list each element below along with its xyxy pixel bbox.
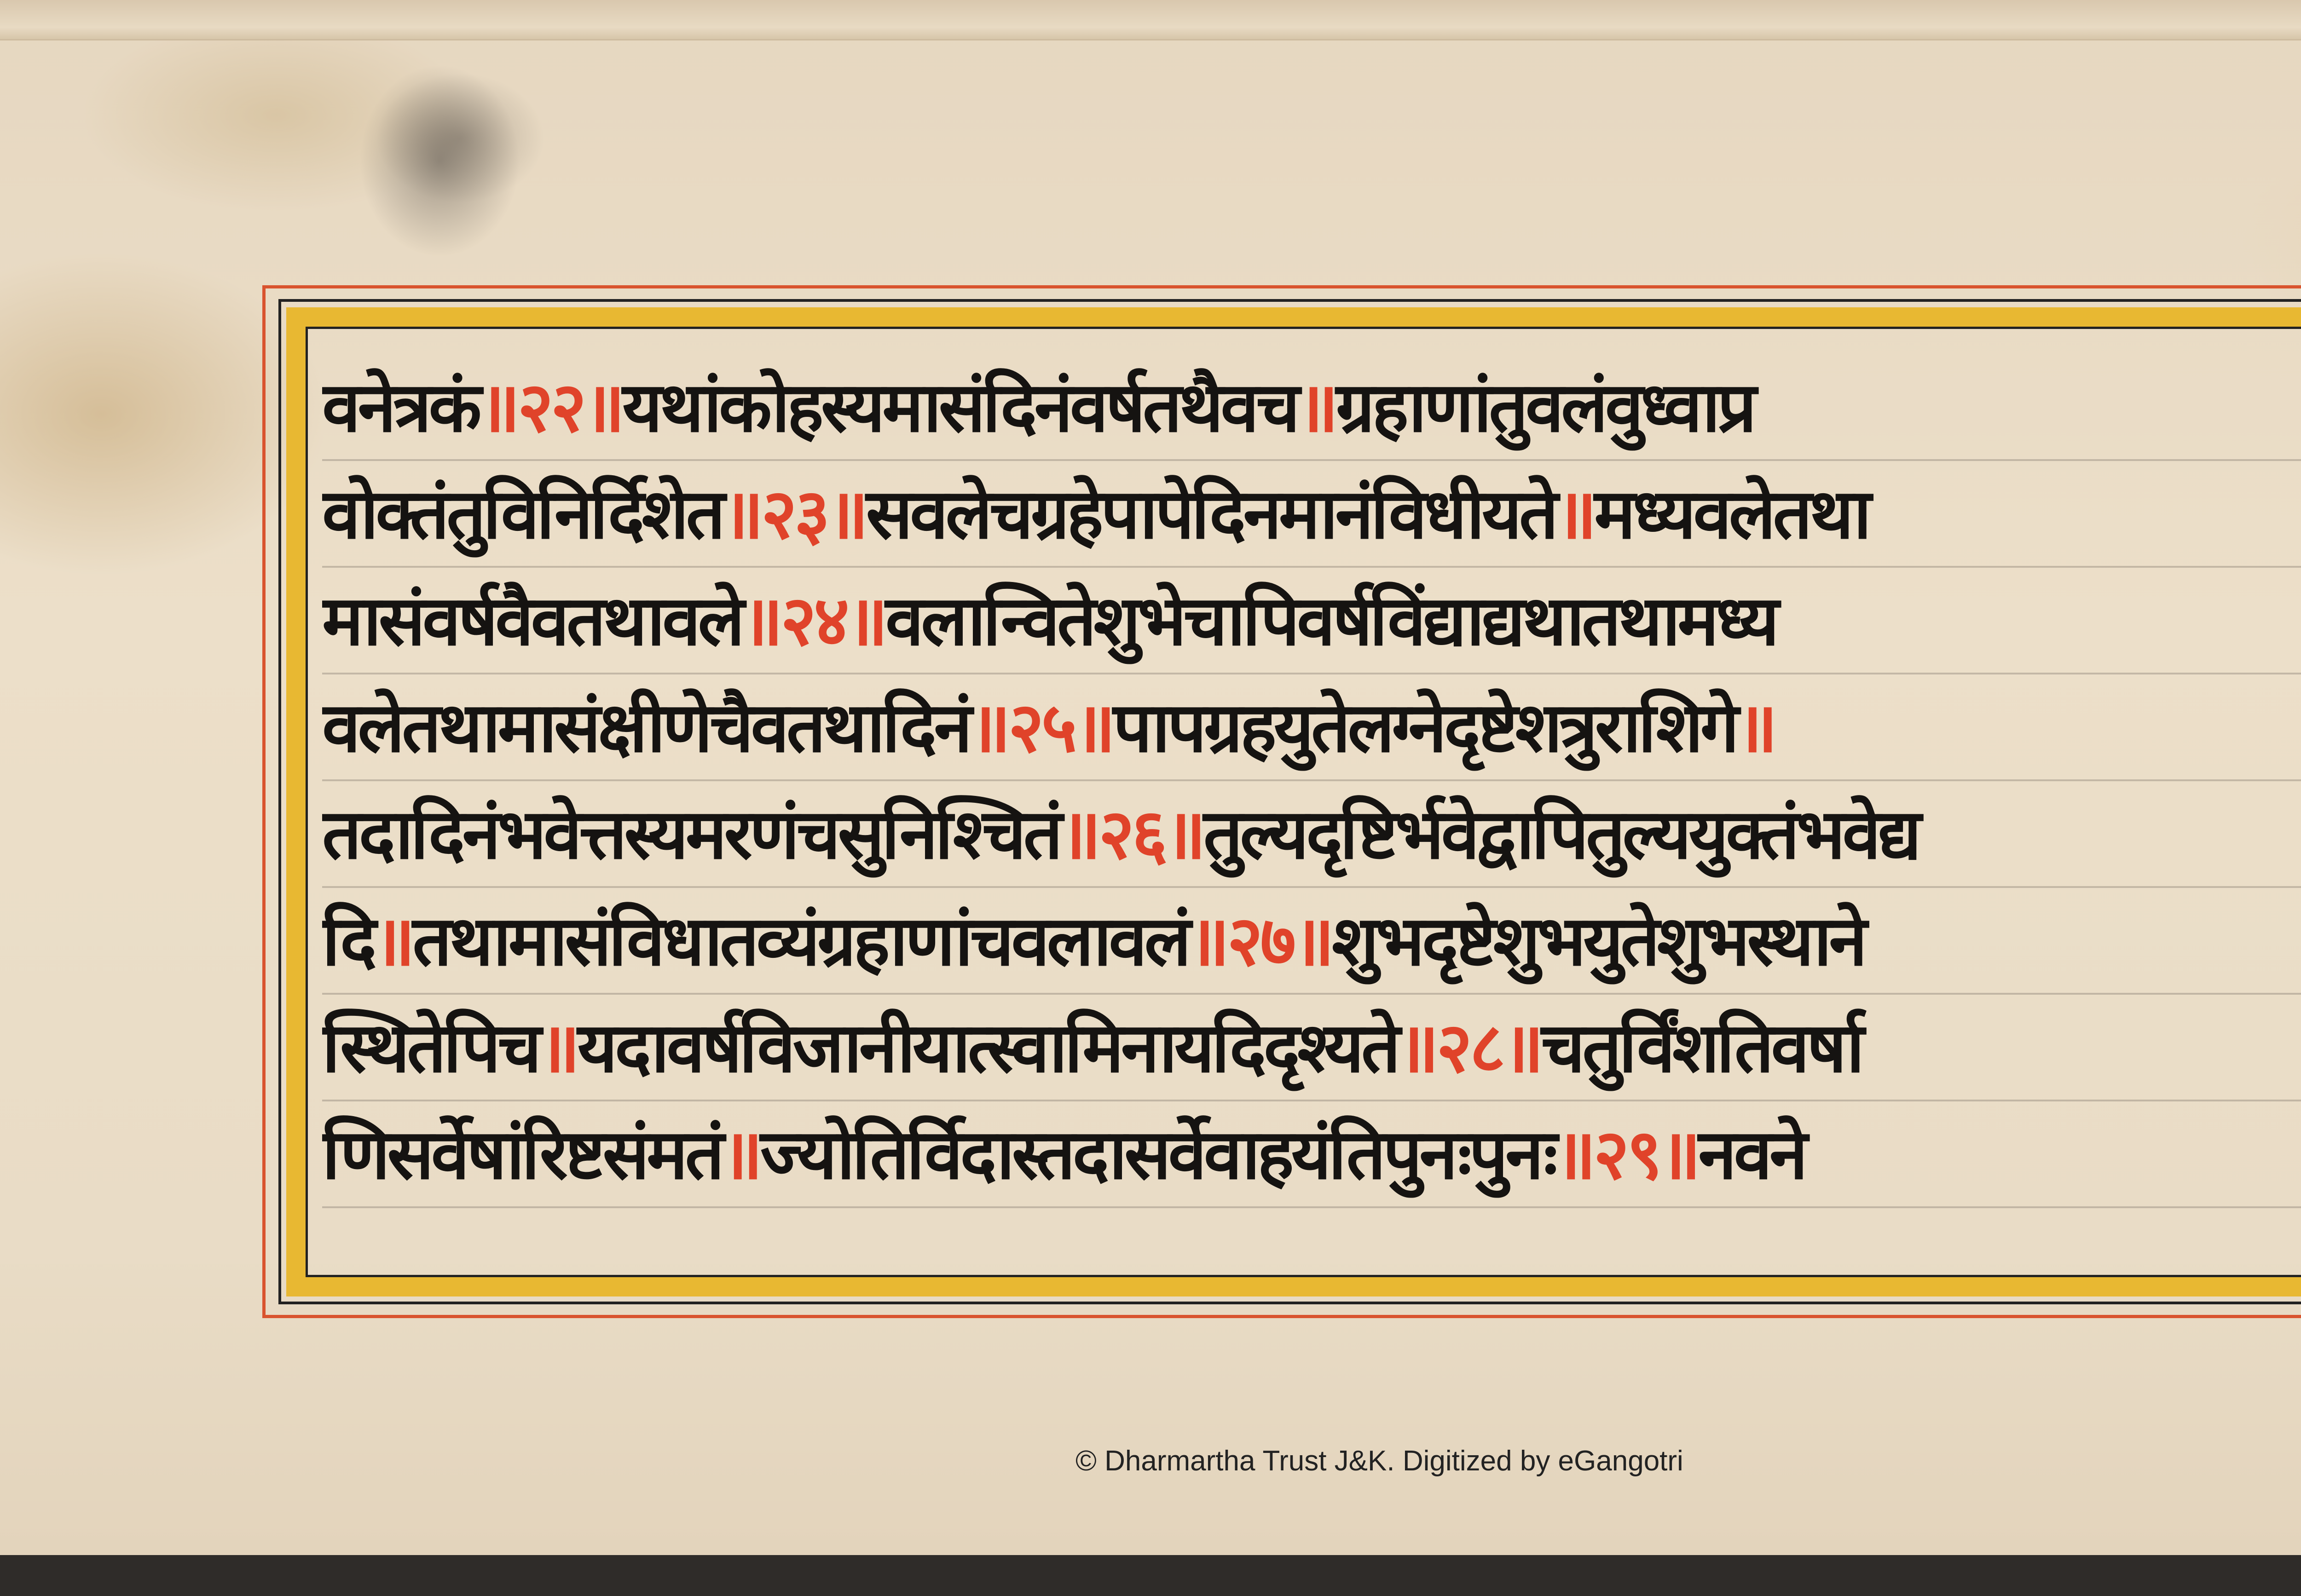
verse-marker: ॥२८॥ [1398, 1008, 1542, 1088]
verse-marker: ॥ [1555, 474, 1595, 554]
manuscript-text-block [322, 354, 2301, 1265]
manuscript-line-7: स्थितेपिच॥यदावर्षविजानीयात्स्वामिनायदिदृश्यते॥२८॥चतुर्विंशतिवर्षा [322, 1008, 1862, 1088]
verse-marker: ॥ [1297, 368, 1336, 448]
verse-marker: ॥ [374, 901, 413, 981]
manuscript-line-2: वोक्तंतुविनिर्दिशेत॥२३॥सवलेचग्रहेपापेदिनमानंविधीयते॥मध्यवलेतथा [322, 474, 1869, 554]
verse-marker: ॥२२॥ [479, 368, 623, 448]
verse-marker: ॥ [1736, 688, 1775, 768]
verse-marker: ॥ [722, 1115, 760, 1195]
manuscript-line-1: वनेत्रकं॥२२॥यथांकोहस्यमासंदिनंवर्षतथैवच॥ग्रहाणांतुवलंवुध्वाप्र [322, 368, 1754, 448]
manuscript-line-5: तदादिनंभवेत्तस्यमरणंचसुनिश्चितं॥२६॥तुल्यदृष्टिर्भवेद्वापितुल्ययुक्तंभवेद्य [322, 795, 1919, 875]
verse-marker: ॥२५॥ [969, 688, 1113, 768]
manuscript-line-8: णिसर्वेषांरिष्टसंमतं॥ज्योतिर्विदास्तदासर्वेवाहयंतिपुनःपुनः॥२९॥नवने [322, 1115, 1805, 1195]
verse-marker: ॥२९॥ [1555, 1115, 1699, 1195]
verse-marker: ॥२४॥ [742, 581, 885, 661]
manuscript-line-3: मासंवर्षवैवतथावले॥२४॥वलान्वितेशुभेचापिवर्षविंद्याद्यथातथामध्य [322, 581, 1777, 661]
manuscript-line-4: वलेतथामासंक्षीणेचैवतथादिनं॥२५॥पापग्रहयुतेलग्नेदृष्टेशत्रुराशिगे॥ [322, 688, 1775, 768]
verse-marker: ॥२६॥ [1060, 795, 1203, 875]
manuscript-line-6: दि॥तथामासंविधातव्यंग्रहाणांचवलावलं॥२७॥शुभदृष्टेशुभयुतेशुभस्थाने [322, 901, 1865, 981]
verse-marker: ॥ [538, 1008, 578, 1088]
verse-marker: ॥२३॥ [723, 474, 866, 554]
folio-top-edge [0, 0, 2301, 40]
verse-marker: ॥२७॥ [1188, 901, 1332, 981]
ink-smudge [359, 64, 520, 258]
digitization-caption: © Dharmartha Trust J&K. Digitized by eGangotri [1075, 1445, 1683, 1477]
scan-bottom-shadow [0, 1555, 2301, 1596]
